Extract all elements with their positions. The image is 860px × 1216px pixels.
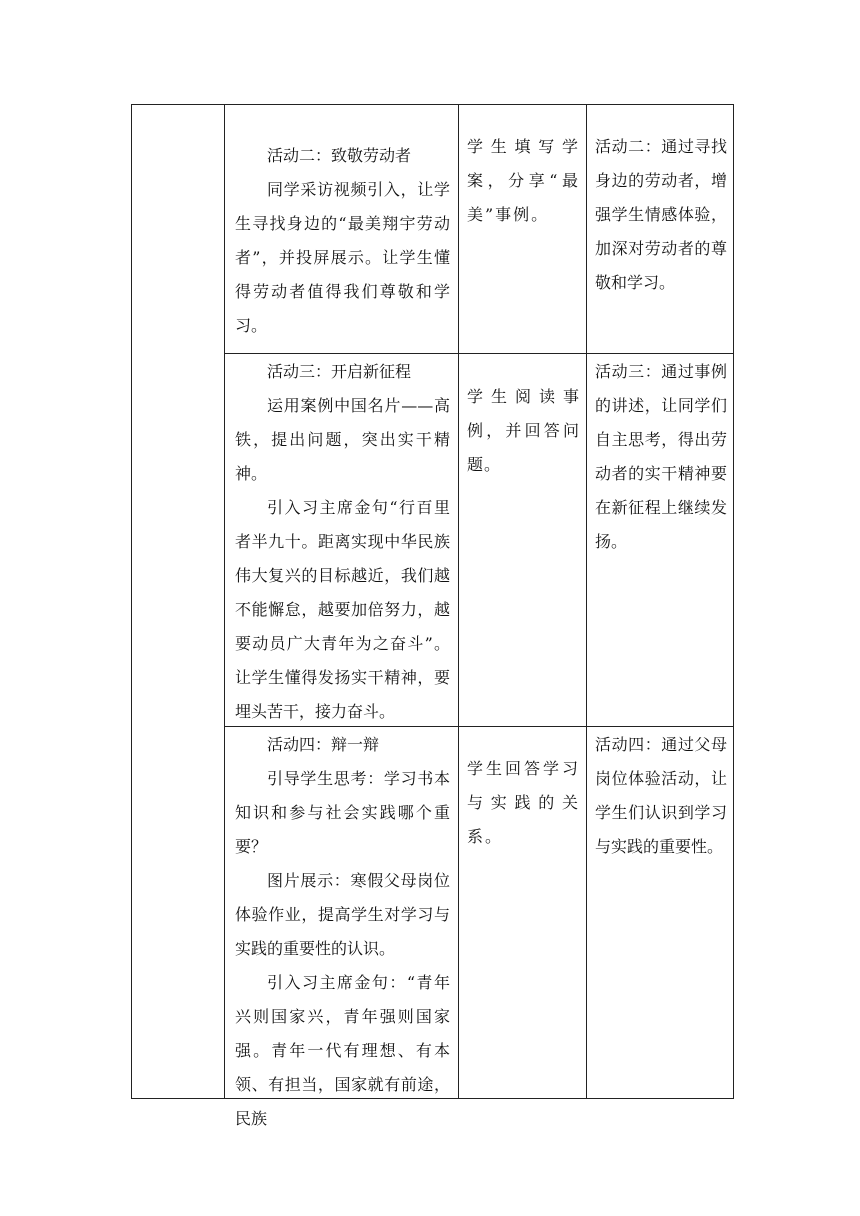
student-cell-row1	[459, 130, 586, 232]
student-activity-text: 学生回答学习与实践的关系。	[467, 759, 580, 846]
student-activity-text: 学生填写学案，分享“最美”事例。	[467, 137, 580, 224]
activity-title: 活动三：开启新征程	[267, 362, 412, 381]
activity-paragraph: 引导学生思考：学习书本知识和参与社会实践哪个重要？	[235, 769, 450, 856]
intent-cell-row2	[587, 355, 733, 559]
activity-paragraph: 引入习主席金句“行百里者半九十。距离实现中华民族伟大复兴的目标越近，我们越不能懈怠，越要加倍努力，越要动员广大青年为之奋斗”。让学生懂得发扬实干精神，要埋头苦干，接力奋斗。	[235, 498, 450, 721]
activity-paragraph: 同学采访视频引入，让学生寻找身边的“最美翔宇劳动者”，并投屏展示。让学生懂得劳动者值得我们尊敬和学习。	[235, 180, 450, 335]
design-intent-text: 活动四：通过父母岗位体验活动，让学生们认识到学习与实践的重要性。	[595, 735, 727, 856]
activity-cell-row3	[225, 728, 458, 1136]
row-divider-1	[224, 353, 734, 354]
intent-cell-row1	[587, 130, 733, 300]
activity-cell-row1	[225, 139, 458, 343]
column-divider-2	[458, 104, 459, 1099]
student-cell-row3	[459, 752, 586, 854]
activity-paragraph: 运用案例中国名片——高铁，提出问题，突出实干精神。	[235, 396, 450, 483]
design-intent-text: 活动三：通过事例的讲述，让同学们自主思考，得出劳动者的实干精神要在新征程上继续发扬。	[595, 362, 727, 551]
activity-title: 活动四：辩一辩	[267, 735, 380, 754]
activity-paragraph: 图片展示：寒假父母岗位体验作业，提高学生对学习与实践的重要性的认识。	[235, 871, 450, 958]
intent-cell-row3	[587, 728, 733, 864]
student-activity-text: 学生阅读事例，并回答问题。	[467, 387, 580, 474]
table-border-left	[131, 104, 132, 1099]
table-border-right	[733, 104, 734, 1099]
activity-title: 活动二：致敬劳动者	[267, 146, 412, 165]
activity-cell-row2	[225, 355, 458, 729]
table-border-top	[131, 104, 734, 105]
activity-paragraph: 引入习主席金句：“青年兴则国家兴，青年强则国家强。青年一代有理想、有本领、有担当，国家就有前途，民族	[235, 973, 450, 1128]
student-cell-row2	[459, 380, 586, 482]
design-intent-text: 活动二：通过寻找身边的劳动者，增强学生情感体验，加深对劳动者的尊敬和学习。	[595, 137, 727, 292]
